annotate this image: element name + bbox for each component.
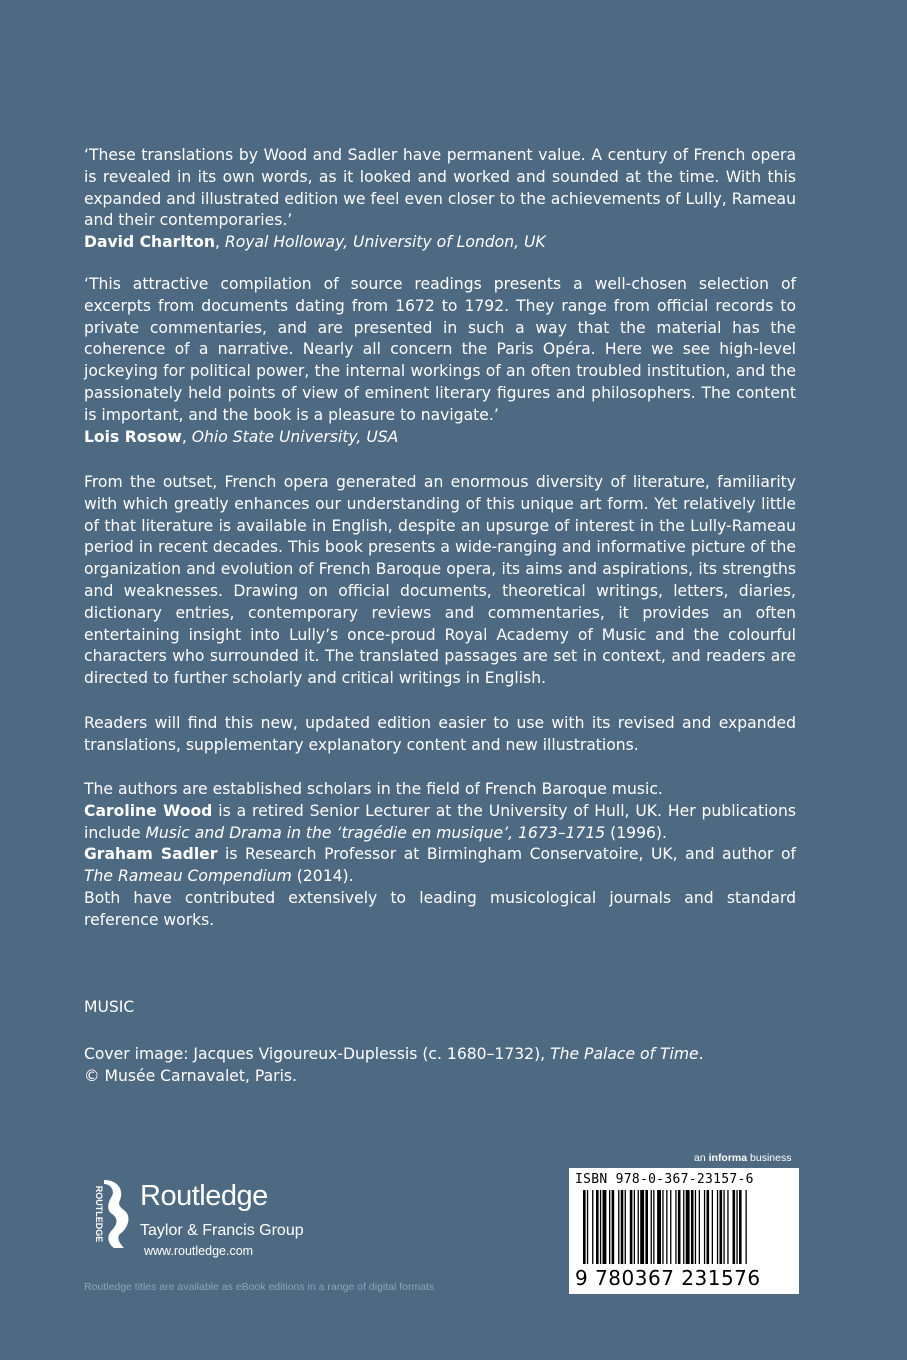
cover-credit [84,1043,704,1087]
barcode-bar [618,1190,619,1264]
cover-credit-line [84,1043,704,1065]
readers-paragraph [84,713,796,757]
author-bios [84,779,796,932]
quote-rosow [84,274,796,448]
barcode-bar [699,1190,700,1264]
barcode-bar [625,1190,626,1264]
wood-bio [84,801,796,845]
barcode-digits: 9 780367 231576 [575,1266,761,1290]
authors-both: Both have contributed extensively to leading musicological journals and standard reference works. [84,888,796,929]
credit-title: The Palace of Time [550,1045,699,1063]
sadler-name: Graham Sadler [84,845,218,864]
publisher-group: Taylor & Francis Group [140,1222,304,1239]
sadler-bio [84,844,796,888]
sadler-text: is Research Professor at Birmingham Conservatoire, UK, and author of [217,845,797,864]
barcode-bar [657,1190,661,1264]
book-description [84,472,796,690]
barcode-bar [704,1190,705,1264]
subject-category: MUSIC [84,998,135,1016]
barcode-bar [707,1190,710,1264]
barcode-bar [666,1190,667,1264]
quote-text: ‘This attractive compilation of source readings presents a well-chosen selection of excerpts from documents dating from 1672 to 1792. They range from official records to private commentaries, and are presented in such a way that the material has the coherence of a narrative. Nearly all concern the Paris Opéra. Here we see high-level jockeying for political power, the internal workings of an often troubled institution, and the passionately held points of view of eminent literary figures and philosophers. The content is important, and the book is a pleasure to navigate.’ [84,275,796,424]
barcode-bar [717,1190,718,1264]
barcode-bar [678,1190,681,1264]
barcode-bar [695,1190,696,1264]
routledge-mark-icon [84,1178,134,1250]
quote-author: David Charlton [84,233,215,252]
publisher-name: Routledge [140,1180,268,1212]
isbn-barcode [569,1168,799,1294]
barcode-bar [645,1190,648,1264]
barcode-bar [723,1190,724,1264]
quote-author: Lois Rosow [84,427,182,446]
barcode-bar [651,1190,652,1264]
barcode-bar [653,1190,654,1264]
description-text: From the outset, French opera generated an enormous diversity of literature, familiarity with which greatly enhances our understanding of this unique art form. Yet relatively little of that literature is available in English, despite an upsurge of interest in the Lully-Rameau period in recent decades. This book presents a wide-ranging and informative picture of the organization and evolution of French Baroque opera, its aims and aspirations, its strengths and weaknesses. Drawing on official documents, theoretical writings, letters, diaries, dictionary entries, contemporary reviews and commentaries, it provides an often entertaining insight into Lully’s once-proud Royal Academy of Music and the colourful characters who surrounded it. The translated passages are set in context, and readers are directed to further scholarly and critical writings in English. [84,473,796,688]
quote-attribution: Lois Rosow, Ohio State University, USA [84,427,399,446]
informa-prefix: an [694,1152,709,1164]
barcode-bar [736,1190,737,1264]
credit-suffix: . [698,1045,704,1063]
barcode-bar [634,1190,635,1264]
barcode-bar [675,1190,676,1264]
barcode-bar [603,1190,607,1264]
barcode-bar [596,1190,599,1264]
ebook-note: Routledge titles are available as eBook editions in a range of digital formats [84,1281,435,1293]
barcode-bars [573,1190,795,1266]
informa-tagline [694,1152,791,1164]
authors-intro: The authors are established scholars in the field of French Baroque music. [84,780,663,798]
barcode-bar [621,1190,624,1264]
barcode-bar [683,1190,684,1264]
informa-suffix: business [747,1152,792,1164]
sadler-year: (2014). [291,867,354,886]
barcode-bar [691,1190,694,1264]
wood-year: (1996). [605,823,667,842]
wood-name: Caroline Wood [84,801,213,820]
barcode-bar [712,1190,713,1264]
barcode-bar [662,1190,663,1264]
quote-affiliation: Ohio State University, USA [191,427,399,446]
sadler-book: The Rameau Compendium [84,867,292,886]
quote-attribution: David Charlton, Royal Holloway, University of London, UK [84,233,546,252]
barcode-bar [583,1190,586,1264]
barcode-bar [600,1190,601,1264]
barcode-bar [609,1190,610,1264]
barcode-bar [720,1190,723,1264]
barcode-bar [630,1190,633,1264]
barcode-bar [587,1190,588,1264]
barcode-bar [612,1190,615,1264]
mark-text: ROUTLEDGE [94,1185,104,1243]
wood-text: is a retired Senior Lecturer at the University of Hull, UK. Her publications include [84,801,796,842]
barcode-bar [739,1190,742,1264]
barcode-bar [592,1190,593,1264]
barcode-bar [638,1190,639,1264]
barcode-bar [746,1190,747,1264]
barcode-bar [733,1190,736,1264]
quote-text: ‘These translations by Wood and Sadler have permanent value. A century of French opera is revealed in its own words, as it looked and worked and sounded at the time. With this expanded and illustrated edition we feel even closer to the achievements of Lully, Rameau and their contemporaries.’ [84,146,796,230]
quote-charlton [84,145,796,254]
isbn-label: ISBN 978-0-367-23157-6 [575,1172,754,1187]
readers-text: Readers will find this new, updated edition easier to use with its revised and expanded translations, supplementary explanatory content and new illustrations. [84,714,796,754]
barcode-bar [727,1190,728,1264]
barcode-bar [686,1190,690,1264]
publisher-url[interactable]: www.routledge.com [144,1244,254,1258]
cover-copyright: © Musée Carnavalet, Paris. [84,1067,297,1085]
informa-brand: informa [708,1152,748,1164]
wood-book: Music and Drama in the ‘tragédie en musique’, 1673–1715 [145,823,606,842]
quote-affiliation: Royal Holloway, University of London, UK [224,233,546,252]
barcode-bar [640,1190,644,1264]
credit-prefix: Cover image: Jacques Vigoureux-Duplessis (c. 1680–1732), [84,1045,551,1063]
routledge-logo [84,1178,344,1258]
barcode-bar [670,1190,671,1264]
